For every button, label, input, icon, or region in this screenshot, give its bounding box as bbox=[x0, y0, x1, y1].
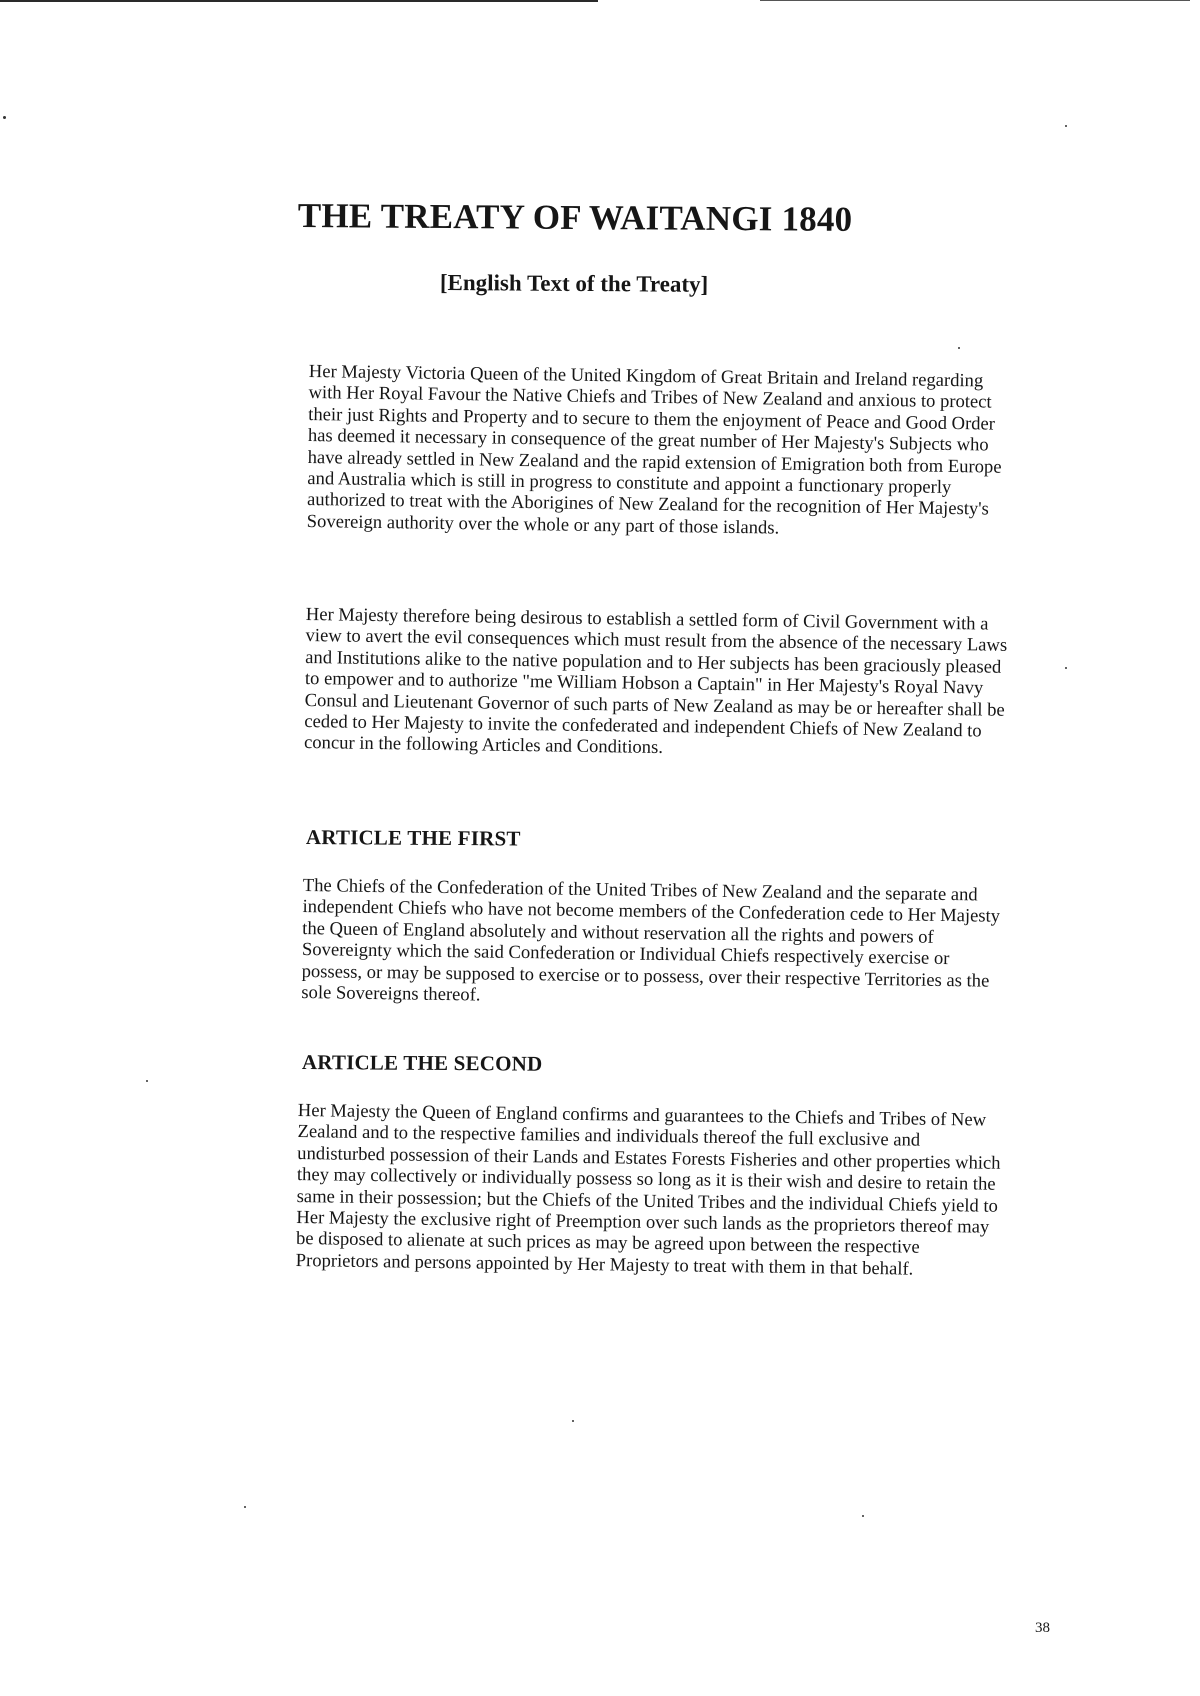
scan-edge-line bbox=[760, 0, 1190, 1]
scan-speck bbox=[1065, 667, 1067, 669]
page-number: 38 bbox=[1035, 1620, 1050, 1636]
scan-edge-line bbox=[0, 0, 598, 2]
document-subtitle: [English Text of the Treaty] bbox=[439, 270, 709, 297]
preamble-paragraph: Her Majesty Victoria Queen of the United Kingdom of Great Britain and Ireland regarding with Her Royal Favour the Native Chiefs and Tribes of New Zealand and anxious to protect their just Rights and Property and to secure to them the enjoyment of Peace and Good Order has deemed it necessary in consequence of the great number of Her Majesty's Subjects who have already settled in New Zealand and the rapid extension of Emigration both from Europe and Australia which is still in progress to constitute and appoint a functionary properly authorized to treat with the Aborigines of New Zealand for the recognition of Her Majesty's Sovereign authority over the whole or any part of those islands. bbox=[306, 361, 1002, 539]
document-title: THE TREATY OF WAITANGI 1840 bbox=[297, 196, 853, 239]
article-heading: ARTICLE THE FIRST bbox=[305, 825, 521, 851]
article-text: The Chiefs of the Confederation of the United Tribes of New Zealand and the separate and independent Chiefs who have not become members of the Confederation cede to Her Majesty the Queen of England absolutely and without reservation all the rights and powers of Sovereignty which the said Confederation or Individual Chiefs respectively exercise or possess, or may be supposed to exercise or to possess, over their respective Territories as the sole Sovereigns thereof. bbox=[301, 875, 1001, 1006]
scan-speck bbox=[3, 116, 6, 119]
article-text: Her Majesty the Queen of England confirms and guarantees to the Chiefs and Tribes of New Zealand and to the respective families and individuals thereof the full exclusive and undisturbed possession of their Lands and Estates Forests Fisheries and other properties which they may collectively or individually possess so long as it is their wish and desire to retain the same in their possession; but the Chiefs of the United Tribes and the individual Chiefs yield to Her Majesty the exclusive right of Preemption over such lands as the proprietors thereof may be disposed to alienate at such prices as may be agreed upon between the respective Proprietors and persons appointed by Her Majesty to treat with them in that behalf. bbox=[295, 1100, 1001, 1280]
preamble-paragraph: Her Majesty therefore being desirous to establish a settled form of Civil Government with a view to avert the evil consequences which must result from the absence of the necessary Laws and Institutions alike to the native population and to Her subjects has been graciously pleased to empower and to authorize "me William Hobson a Captain" in Her Majesty's Royal Navy Consul and Lieutenant Governor of such parts of New Zealand as may be or hereafter shall be ceded to Her Majesty to invite the confederated and independent Chiefs of New Zealand to concur in the following Articles and Conditions. bbox=[303, 604, 1008, 759]
scan-speck bbox=[146, 1080, 148, 1082]
scan-speck bbox=[862, 1515, 864, 1517]
scan-speck bbox=[958, 347, 960, 349]
scan-speck bbox=[244, 1506, 246, 1508]
scan-speck bbox=[572, 1420, 574, 1422]
scan-speck bbox=[1065, 125, 1067, 127]
article-heading: ARTICLE THE SECOND bbox=[301, 1050, 543, 1076]
